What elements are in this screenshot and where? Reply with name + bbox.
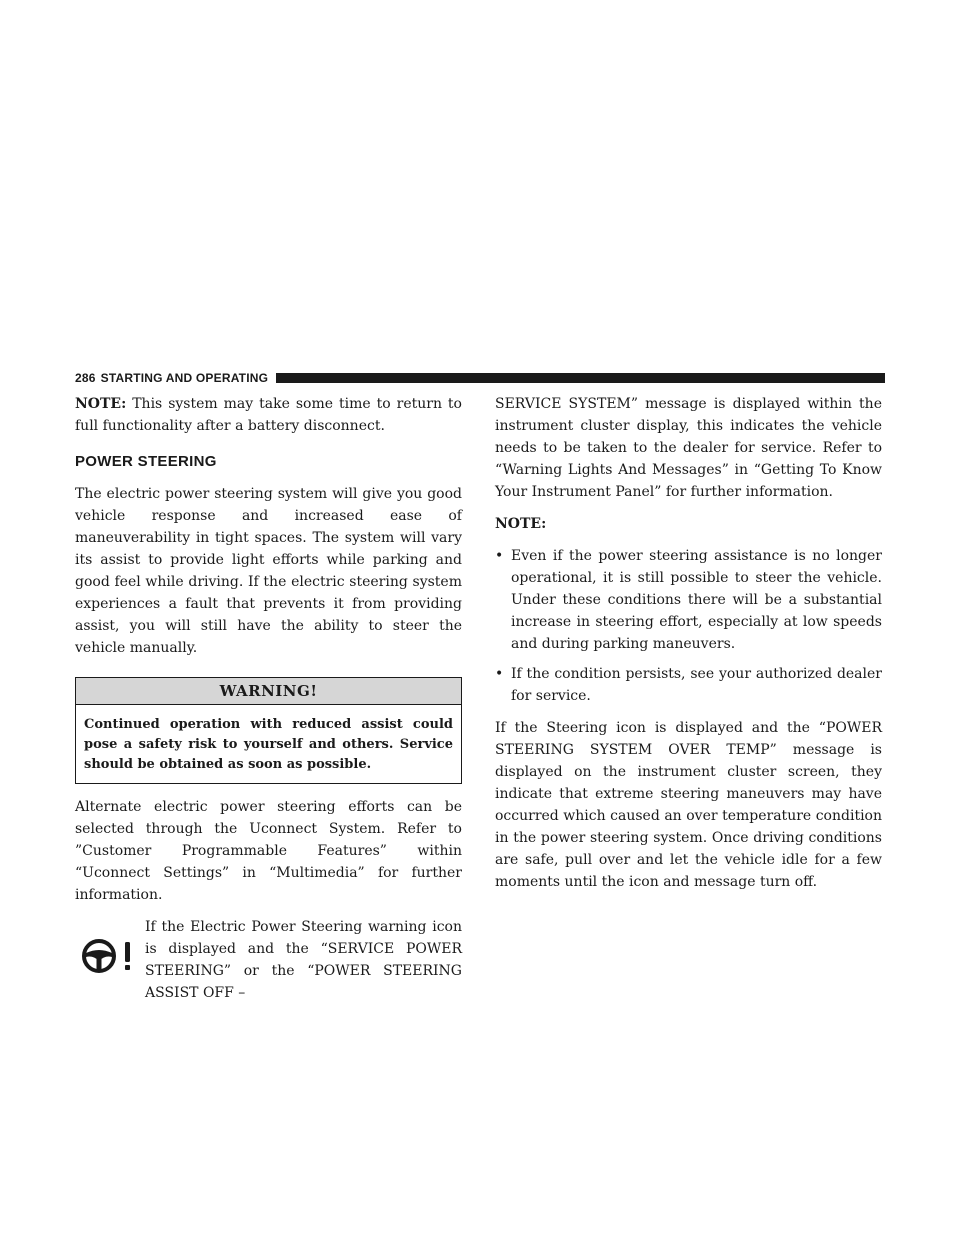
icon-paragraph-text: If the Electric Power Steering warning icon is displayed and the “SERVICE POWER STEERING” or the “POWER STEERING ASSIST OFF – <box>145 919 462 1001</box>
warning-text: Continued operation with reduced assist could pose a safety risk to yourself and others. Service should be obtained as soon as possible. <box>84 717 453 772</box>
steering-warning-icon <box>81 938 135 974</box>
bullet-text: Even if the power steering assistance is no longer operational, it is still possible to steer the vehicle. Under these conditions there will be a substantial increase in steering effort, especially at low speeds and during parking maneuvers. <box>511 548 882 652</box>
right-column <box>495 393 882 903</box>
list-item <box>495 545 882 655</box>
bullet-mark: • <box>495 548 504 564</box>
section-title: STARTING AND OPERATING <box>100 371 269 385</box>
header-rule <box>276 373 885 383</box>
warning-title: WARNING! <box>76 678 461 705</box>
alternate-efforts-paragraph: Alternate electric power steering efforts can be selected through the Uconnect System. Refer to ”Customer Programmable Features” within “Uconnect Settings” in “Multimedia” for further information. <box>75 799 462 903</box>
bullet-text: If the condition persists, see your authorized dealer for service. <box>511 666 882 704</box>
page-number: 286 <box>75 371 96 385</box>
list-item <box>495 663 882 707</box>
service-message-paragraph: SERVICE SYSTEM” message is displayed within the instrument cluster display, this indicates the vehicle needs to be taken to the dealer for service. Refer to “Warning Lights And Messages” in “Getting To Know Your Instrument Panel” for further information. <box>495 396 882 500</box>
icon-paragraph <box>75 916 462 1004</box>
note-label: NOTE: <box>75 396 127 412</box>
note-bullets <box>495 545 882 707</box>
bullet-mark: • <box>495 666 504 682</box>
note-paragraph <box>75 393 462 437</box>
note-text: This system may take some time to return to full functionality after a battery disconnect. <box>75 396 462 434</box>
over-temp-paragraph: If the Steering icon is displayed and the “POWER STEERING SYSTEM OVER TEMP” message is displayed on the instrument cluster screen, they indicate that extreme steering maneuvers may have occurred which caused an over temperature condition in the power steering system. Once driving conditions are safe, pull over and let the vehicle idle for a few moments until the icon and message turn off. <box>495 720 882 890</box>
page-header <box>75 370 885 386</box>
left-column <box>75 393 462 1014</box>
warning-box <box>75 677 462 784</box>
note-label-2: NOTE: <box>495 516 547 532</box>
power-steering-intro: The electric power steering system will give you good vehicle response and increased ease of maneuverability in tight spaces. The system will vary its assist to provide light efforts while parking and good feel while driving. If the electric steering system experiences a fault that prevents it from providing assist, you will still have the ability to steer the vehicle manually. <box>75 486 462 656</box>
power-steering-heading: POWER STEERING <box>75 453 217 470</box>
